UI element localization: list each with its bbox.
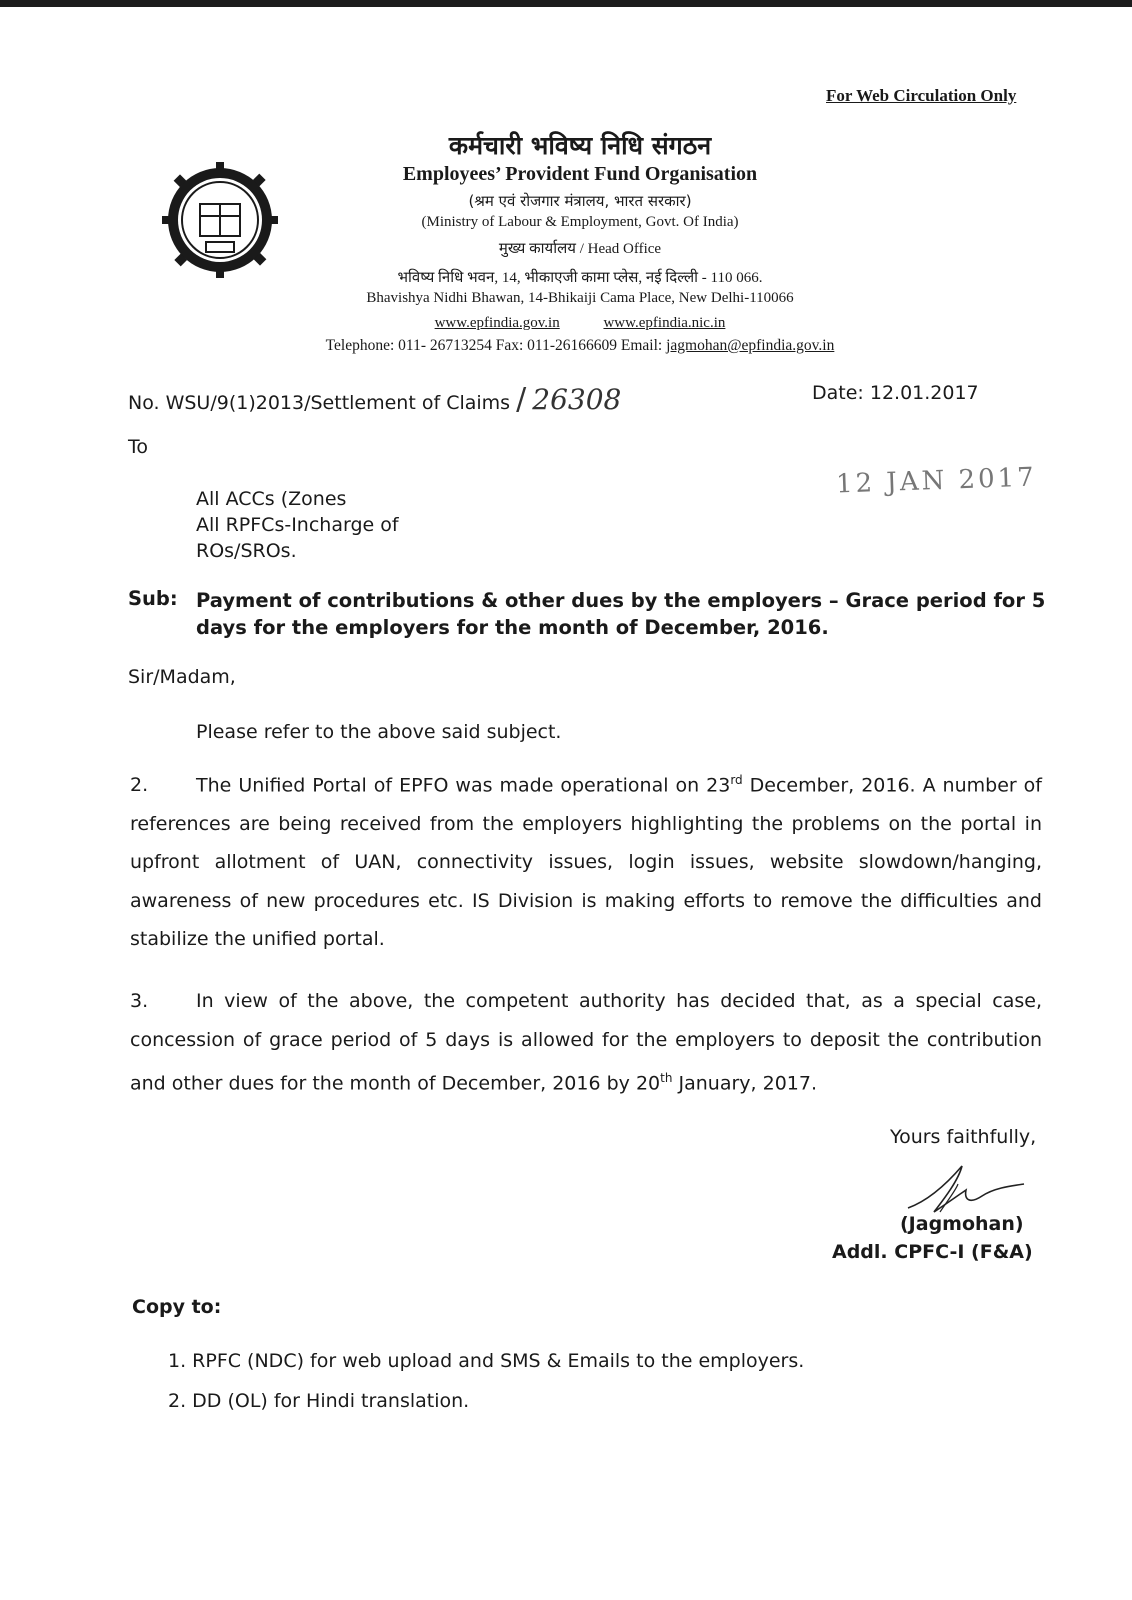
top-border <box>0 0 1132 7</box>
paragraph-2 <box>130 761 1042 959</box>
website-links <box>250 315 910 332</box>
recipient-line: All ACCs (Zones <box>196 488 347 510</box>
ordinal-suffix: rd <box>730 773 743 787</box>
ordinal-suffix: th <box>660 1071 673 1085</box>
paragraph-text: December, 2016. A number of references are being received from the employers highlighting the problems on the portal in upfront allotment of UAN, connectivity issues, login issues, website slowdown/hanging, awareness of new procedures etc. IS Division is making efforts to remove the difficulties and stabilize the unified portal. <box>130 774 1042 951</box>
address-hindi: भविष्य निधि भवन, 14, भीकाएजी कामा प्लेस, नई दिल्ली - 110 066. <box>397 270 763 286</box>
closing: Yours faithfully, <box>890 1126 1037 1148</box>
recipients-block <box>196 486 399 564</box>
contact-phone-fax: Telephone: 011- 26713254 Fax: 011-26166609 Email: <box>325 337 667 354</box>
paragraph-number: 3. <box>130 990 149 1012</box>
contact-line <box>200 337 960 355</box>
recipient-line: ROs/SROs. <box>196 540 297 562</box>
list-item: 2. DD (OL) for Hindi translation. <box>168 1390 470 1412</box>
reference-line <box>128 382 621 417</box>
address-english: Bhavishya Nidhi Bhawan, 14-Bhikaiji Cama Place, New Delhi-110066 <box>366 290 794 306</box>
subject-label: Sub: <box>128 587 178 610</box>
copy-to-label: Copy to: <box>132 1296 222 1318</box>
subject-text: Payment of contributions & other dues by the employers – Grace period for 5 days for the employers for the month of December, 2016. <box>196 589 1046 639</box>
list-item: 1. RPFC (NDC) for web upload and SMS & Emails to the employers. <box>168 1350 805 1372</box>
letter-date: Date: 12.01.2017 <box>812 382 979 404</box>
handwritten-reference-number: 26308 <box>532 383 622 416</box>
salutation: Sir/Madam, <box>128 666 236 688</box>
ministry-english: (Ministry of Labour & Employment, Govt. Of India) <box>421 214 739 230</box>
received-stamp: 12 JAN 2017 <box>835 462 1038 500</box>
signatory-designation: Addl. CPFC-I (F&A) <box>832 1241 1033 1263</box>
recipient-line: All RPFCs-Incharge of <box>196 514 399 536</box>
org-name-english: Employees’ Provident Fund Organisation <box>402 163 758 185</box>
paragraph-text: In view of the above, the competent authority has decided that, as a special case, concession of grace period of 5 days is allowed for the employers to deposit the contribution and other dues for the month of December, 2016 by 20 <box>130 990 1042 1095</box>
signatory-name: (Jagmohan) <box>900 1213 1024 1235</box>
paragraph-number: 2. <box>130 774 149 797</box>
separator-slash: / <box>516 382 527 417</box>
copy-to-list <box>168 1341 804 1421</box>
paragraph-1: Please refer to the above said subject. <box>196 721 562 743</box>
website-link-gov[interactable]: www.epfindia.gov.in <box>434 315 560 331</box>
ministry-hindi: (श्रम एवं रोजगार मंत्रालय, भारत सरकार) <box>468 192 692 210</box>
reference-number: No. WSU/9(1)2013/Settlement of Claims <box>128 392 511 414</box>
website-link-nic[interactable]: www.epfindia.nic.in <box>603 315 726 331</box>
web-circulation-note: For Web Circulation Only <box>826 86 1017 105</box>
org-name-hindi: कर्मचारी भविष्य निधि संगठन <box>448 131 712 160</box>
paragraph-text: The Unified Portal of EPFO was made operational on 23 <box>196 774 731 797</box>
head-office: मुख्य कार्यालय / Head Office <box>498 241 662 257</box>
email-link[interactable]: jagmohan@epfindia.gov.in <box>666 337 835 354</box>
paragraph-3 <box>130 982 1042 1103</box>
to-label: To <box>128 436 149 458</box>
paragraph-text: January, 2017. <box>672 1072 817 1095</box>
signature-icon <box>900 1160 1030 1220</box>
